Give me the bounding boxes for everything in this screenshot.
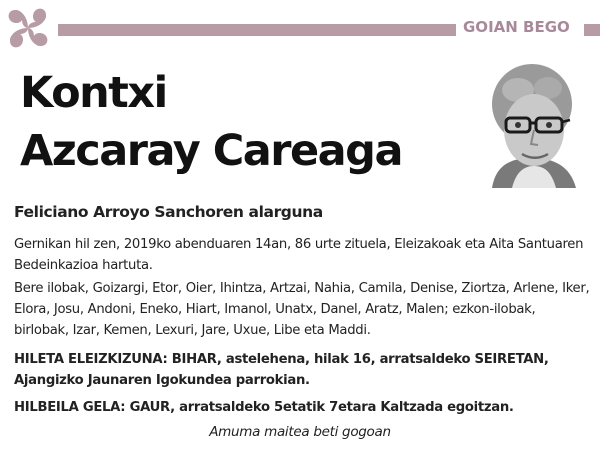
first-name: Kontxi (20, 68, 167, 118)
header-band (58, 24, 456, 36)
deceased-name (20, 64, 460, 180)
wake-paragraph: HILBEILA GELA: GAUR, arratsaldeko 5etatik 7etara Kaltzada egoitzan. (14, 400, 514, 415)
lauburu-icon (4, 4, 52, 52)
death-notice-paragraph: Gernikan hil zen, 2019ko abenduaren 14an, 86 urte zituela, Eleizakoak eta Aita Santuaren Bedeinkazioa hartuta. (14, 237, 584, 273)
funeral-paragraph: HILETA ELEIZKIZUNA: BIHAR, astelehena, hilak 16, arratsaldeko SEIRETAN, Ajangizko Jaunaren Igokundea parrokian. (14, 352, 549, 388)
closing-line: Amuma maitea beti gogoan (209, 424, 391, 440)
header-band-end (584, 24, 600, 36)
header (0, 0, 600, 56)
header-label: GOIAN BEGO (463, 18, 570, 36)
portrait-photo (478, 60, 582, 188)
subtitle: Feliciano Arroyo Sanchoren alarguna (14, 203, 323, 221)
relatives-paragraph: Bere ilobak, Goizargi, Etor, Oier, Ihintza, Artzai, Nahia, Camila, Denise, Ziortza, Arlene, Iker, Elora, Josu, Andoni, Eneko, Hiart, Imanol, Unatx, Danel, Aratz, Malen; ezkon-ilobak, birlobak, Izar, Kemen, Lexuri, Jare, Uxue, Libe eta Maddi. (14, 281, 590, 338)
surnames: Azcaray Careaga (20, 126, 402, 176)
